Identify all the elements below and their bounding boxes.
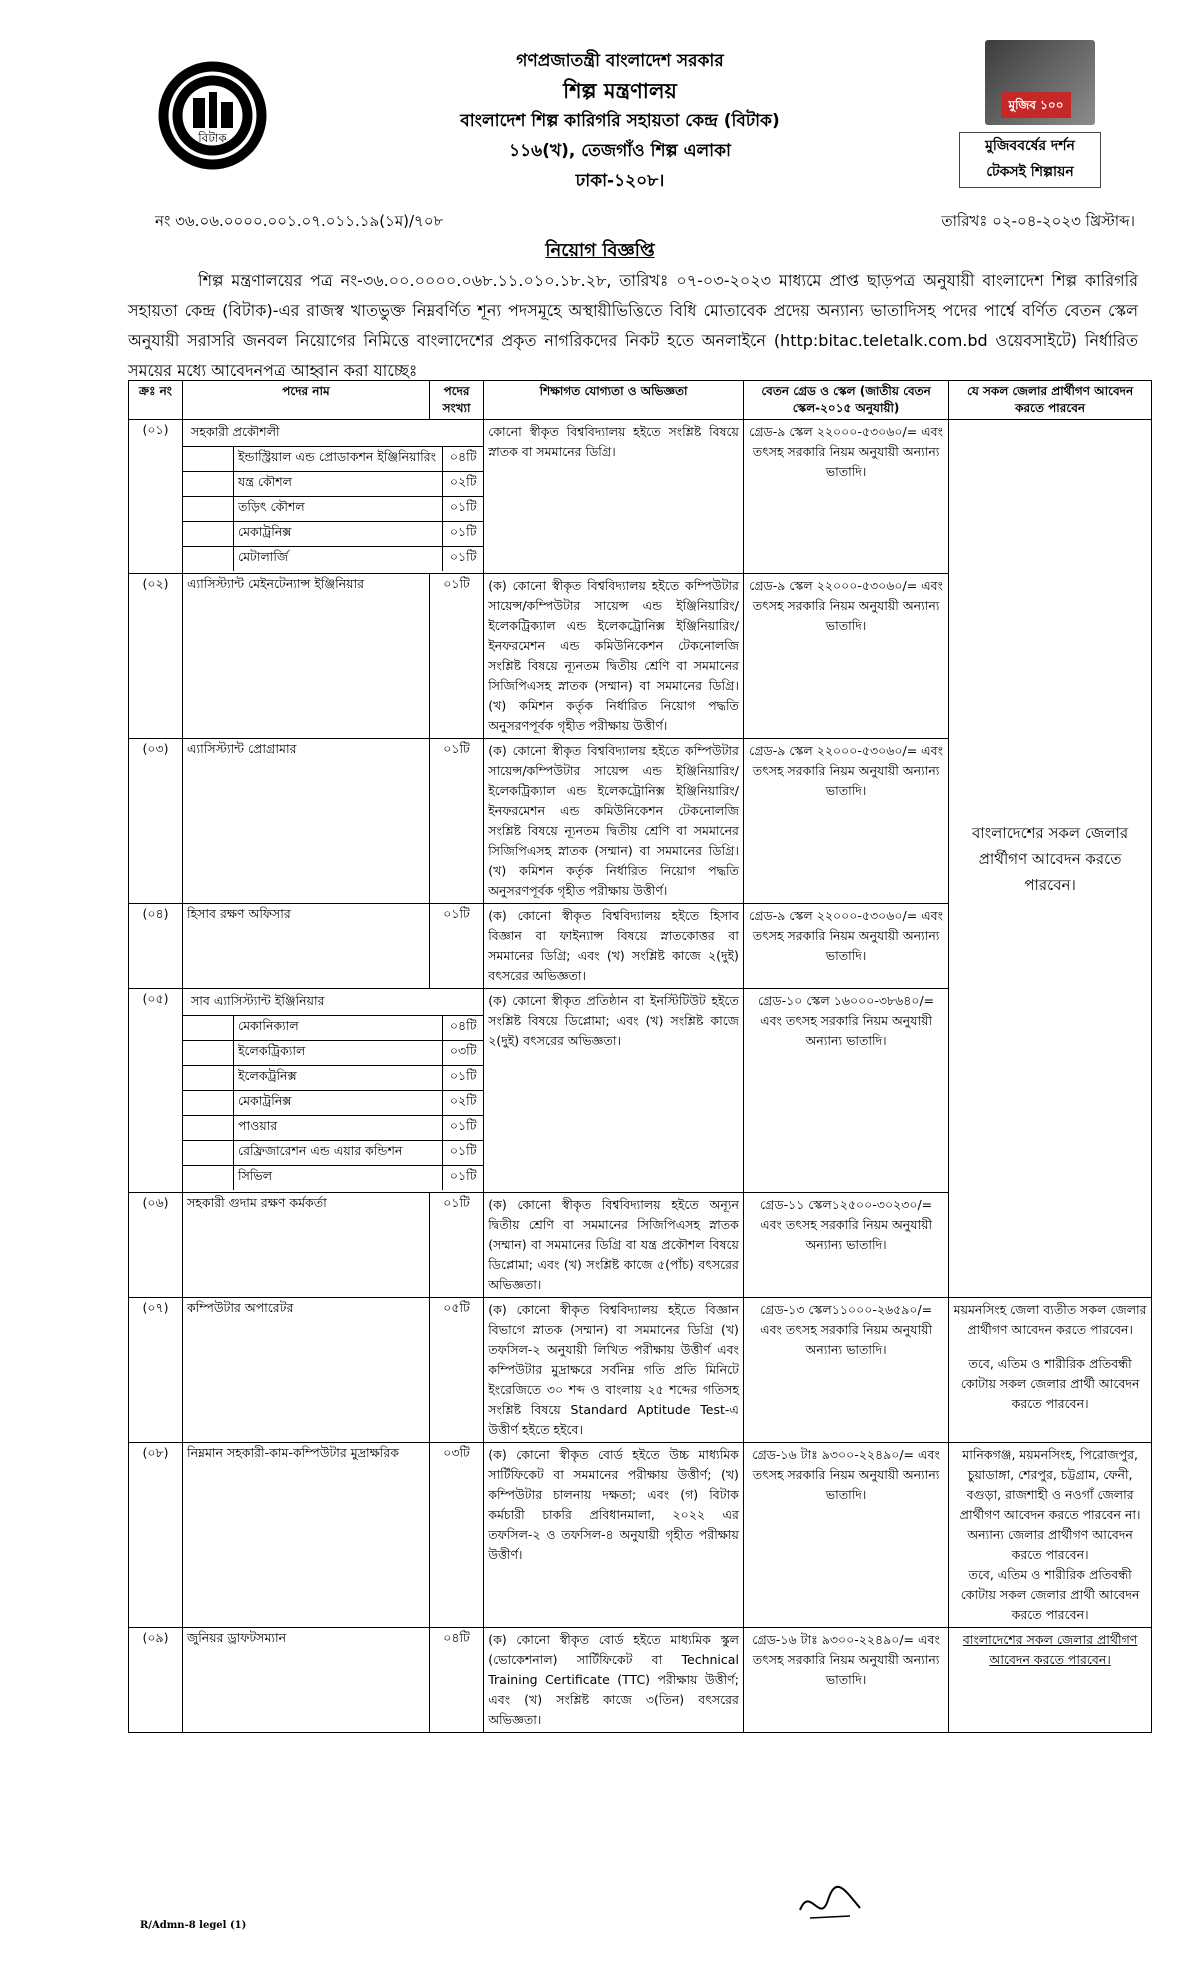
post-title: সাব এ্যাসিস্ট্যান্ট ইঞ্জিনিয়ার [191, 993, 325, 1008]
row-serial: (০২) [129, 574, 183, 739]
row-pay-scale: গ্রেড-৯ স্কেল ২২০০০-৫৩০৬০/= এবং তৎসহ সরকারি নিয়ম অনুযায়ী অন্যান্য ভাতাদি। [743, 574, 948, 739]
table-row [129, 420, 1152, 574]
sub-post: পাওয়ার ০১টি [183, 1115, 483, 1140]
document-header [0, 40, 1200, 190]
row-post-count: ০৪টি [429, 1628, 483, 1733]
city-line: ঢাকা-১২০৮। [575, 171, 665, 191]
sub-post: ইলেকট্রিক্যাল ০৩টি [183, 1040, 483, 1065]
districts-quota-text: তবে, এতিম ও শারীরিক প্রতিবন্ধী কোটায় সকল জেলার প্রার্থী আবেদন করতে পারবেন। [960, 1356, 1140, 1411]
table-header-row [129, 381, 1152, 420]
vacancy-table [128, 380, 1152, 1733]
sub-post: সিভিল ০১টি [183, 1165, 483, 1190]
row-post-count: ০৩টি [429, 1443, 483, 1628]
row-qualification: (ক) কোনো স্বীকৃত বিশ্ববিদ্যালয় হইতে হিসাব বিজ্ঞান বা ফাইন্যান্স বিষয়ে স্নাতকোত্তর বা সমমানের ডিগ্রি; এবং (খ) সংশ্লিষ্ট কাজে ২(দুই) বৎসরের অভিজ্ঞতা। [484, 904, 744, 989]
table-row [129, 1298, 1152, 1443]
districts-text: বাংলাদেশের সকল জেলার প্রার্থীগণ আবেদন করতে পারবেন। [962, 1632, 1138, 1667]
header-pay-scale: বেতন গ্রেড ও স্কেল (জাতীয় বেতন স্কেল-২০১৫ অনুযায়ী) [743, 381, 948, 420]
row-post-name: জুনিয়র ড্রাফটসম্যান [183, 1628, 430, 1733]
sub-post: ইন্ডাস্ট্রিয়াল এন্ড প্রোডাকশন ইঞ্জিনিয়ারিং ০৪টি [183, 446, 483, 471]
bitac-logo-text: বিটাক [198, 131, 227, 145]
row-qualification: (ক) কোনো স্বীকৃত প্রতিষ্ঠান বা ইনস্টিটিউট হইতে সংশ্লিষ্ট বিষয়ে ডিপ্লোমা; এবং (খ) সংশ্লিষ্ট কাজে ২(দুই) বৎসরের অভিজ্ঞতা। [484, 989, 744, 1193]
notice-title: নিয়োগ বিজ্ঞপ্তি [545, 240, 655, 261]
districts-text: মানিকগঞ্জ, ময়মনসিংহ, পিরোজপুর, চুয়াডাঙ্গা, শেরপুর, চট্টগ্রাম, ফেনী, বগুড়া, রাজশাহী ও নওগাঁ জেলার প্রার্থীগণ আবেদন করতে পারবেন না। অন্যান্য জেলার প্রার্থীগণ আবেদন করতে পারবেন। [959, 1447, 1141, 1562]
sub-post: তড়িৎ কৌশল ০১টি [183, 496, 483, 521]
row-post-name: হিসাব রক্ষণ অফিসার [183, 904, 430, 989]
row-districts-merged [949, 420, 1152, 1298]
row-post-name: এ্যাসিস্ট্যান্ট মেইনটেন্যান্স ইঞ্জিনিয়ার [183, 574, 430, 739]
row-serial: (০৮) [129, 1443, 183, 1628]
row-qualification: (ক) কোনো স্বীকৃত বোর্ড হইতে উচ্চ মাধ্যমিক সার্টিফিকেট বা সমমানের পরীক্ষায় উত্তীর্ণ; (খ) কম্পিউটার চালনায় দক্ষতা; এবং (গ) বিটাক কর্মচারী চাকরি প্রবিধানমালা, ২০২২ এর তফসিল-২ ও তফসিল-৪ অনুযায়ী গৃহীত পরীক্ষায় উত্তীর্ণ। [484, 1443, 744, 1628]
row-pay-scale: গ্রেড-৯ স্কেল ২২০০০-৫৩০৬০/= এবং তৎসহ সরকারি নিয়ম অনুযায়ী অন্যান্য ভাতাদি। [743, 904, 948, 989]
intro-paragraph: শিল্প মন্ত্রণালয়ের পত্র নং-৩৬.০০.০০০০.০৬৮.১১.০১০.১৮.২৮, তারিখঃ ০৭-০৩-২০২৩ মাধ্যমে প্রাপ্ত ছাড়পত্র অনুযায়ী বাংলাদেশ শিল্প কারিগরি সহায়তা কেন্দ্র (বিটাক)-এর রাজস্ব খাতভুক্ত নিম্নবর্ণিত শূন্য পদসমূহে অস্থায়ীভিত্তিতে বিধি মোতাবেক প্রদেয় অন্যান্য ভাতাদিসহ পদের পার্শ্বে বর্ণিত বেতন স্কেল অনুযায়ী সরাসরি জনবল নিয়োগের নিমিত্তে বাংলাদেশের প্রকৃত নাগরিকদের নিকট হতে অনলাইনে (http:bitac.teletalk.com.bd ওয়েবসাইটে) নির্ধারিত সময়ের মধ্যে আবেদনপত্র আহ্বান করা যাচ্ছেঃ [128, 271, 1138, 380]
row-districts [949, 1298, 1152, 1443]
header-qualification: শিক্ষাগত যোগ্যতা ও অভিজ্ঞতা [484, 381, 744, 420]
row-qualification: (ক) কোনো স্বীকৃত বিশ্ববিদ্যালয় হইতে অন্যূন দ্বিতীয় শ্রেণি বা সমমানের সিজিপিএসহ স্নাতক (সম্মান) বা সমমানের ডিগ্রি বা যন্ত্র প্রকৌশল বিষয়ে ডিপ্লোমা; এবং (খ) সংশ্লিষ্ট কাজে ৫(পাঁচ) বৎসরের অভিজ্ঞতা। [484, 1193, 744, 1298]
row-pay-scale: গ্রেড-১৬ টাঃ ৯৩০০-২২৪৯০/= এবং তৎসহ সরকারি নিয়ম অনুযায়ী অন্যান্য ভাতাদি। [743, 1443, 948, 1628]
row-pay-scale: গ্রেড-১৬ টাঃ ৯৩০০-২২৪৯০/= এবং তৎসহ সরকারি নিয়ম অনুযায়ী অন্যান্য ভাতাদি। [743, 1628, 948, 1733]
row-post-count: ০৫টি [429, 1298, 483, 1443]
sub-post: যন্ত্র কৌশল ০২টি [183, 471, 483, 496]
row-qualification: (ক) কোনো স্বীকৃত বিশ্ববিদ্যালয় হইতে কম্পিউটার সায়েন্স/কম্পিউটার সায়েন্স এন্ড ইঞ্জিনিয়ারিং/ইলেকট্রিক্যাল এন্ড ইলেকট্রোনিক্স ইঞ্জিনিয়ারিং/ইনফরমেশন এন্ড কমিউনিকেশন টেকনোলজি সংশ্লিষ্ট বিষয়ে ন্যূনতম দ্বিতীয় শ্রেণি বা সমমানের সিজিপিএসহ স্নাতক (সম্মান) বা সমমানের ডিগ্রি। (খ) কমিশন কর্তৃক নির্ধারিত নিয়োগ পদ্ধতি অনুসরণপূর্বক গৃহীত পরীক্ষায় উত্তীর্ণ। [484, 574, 744, 739]
row-pay-scale: গ্রেড-৯ স্কেল ২২০০০-৫৩০৬০/= এবং তৎসহ সরকারি নিয়ম অনুযায়ী অন্যান্য ভাতাদি। [743, 420, 948, 574]
address-line: ১১৬(খ), তেজগাঁও শিল্প এলাকা [509, 141, 731, 161]
row-serial: (০৪) [129, 904, 183, 989]
row-post-count: ০১টি [429, 739, 483, 904]
caption-line-2: টেকসই শিল্পায়ন [986, 164, 1074, 180]
row-post-name: নিম্নমান সহকারী-কাম-কম্পিউটার মুদ্রাক্ষরিক [183, 1443, 430, 1628]
row-pay-scale: গ্রেড-১০ স্কেল ১৬০০০-৩৮৬৪০/= এবং তৎসহ সরকারি নিয়ম অনুযায়ী অন্যান্য ভাতাদি। [743, 989, 948, 1193]
bitac-logo-icon [155, 58, 270, 173]
row-serial: (০৩) [129, 739, 183, 904]
government-line: গণপ্রজাতন্ত্রী বাংলাদেশ সরকার [516, 51, 724, 71]
row-pay-scale: গ্রেড-৯ স্কেল ২২০০০-৫৩০৬০/= এবং তৎসহ সরকারি নিয়ম অনুযায়ী অন্যান্য ভাতাদি। [743, 739, 948, 904]
row-serial: (০১) [129, 420, 183, 574]
districts-quota-text: তবে, এতিম ও শারীরিক প্রতিবন্ধী কোটায় সকল জেলার প্রার্থী আবেদন করতে পারবেন। [960, 1567, 1140, 1622]
row-districts [949, 1628, 1152, 1733]
row-post-name: এ্যাসিস্ট্যান্ট প্রোগ্রামার [183, 739, 430, 904]
row-serial: (০৯) [129, 1628, 183, 1733]
header-post-count: পদের সংখ্যা [429, 381, 483, 420]
mujib-100-badge: মুজিব ১০০ [1001, 92, 1071, 118]
table-row [129, 1628, 1152, 1733]
row-serial: (০৬) [129, 1193, 183, 1298]
row-serial: (০৭) [129, 1298, 183, 1443]
footer-code: R/Admn-8 legel (1) [140, 1920, 247, 1931]
mujib-caption-box [959, 132, 1101, 188]
header-post-name: পদের নাম [183, 381, 430, 420]
sub-post: মেকানিক্যাল ০৪টি [183, 1015, 483, 1040]
sub-post: মেটালার্জি ০১টি [183, 546, 483, 571]
memo-date: তারিখঃ ০২-০৪-২০২৩ খ্রিস্টাব্দ। [941, 212, 1135, 230]
sub-post: মেকাট্রনিক্স ০১টি [183, 521, 483, 546]
row-pay-scale: গ্রেড-১১ স্কেল১২৫০০-৩০২৩০/= এবং তৎসহ সরকারি নিয়ম অনুযায়ী অন্যান্য ভাতাদি। [743, 1193, 948, 1298]
row-post-count: ০১টি [429, 1193, 483, 1298]
row-serial: (০৫) [129, 989, 183, 1193]
row-post-name [183, 420, 484, 574]
districts-text: ময়মনসিংহ জেলা ব্যতীত সকল জেলার প্রার্থীগণ আবেদন করতে পারবেন। [953, 1302, 1147, 1337]
header-serial: ক্রঃ নং [129, 381, 183, 420]
mujib-borsho-logo [955, 40, 1105, 190]
signature-icon [790, 1880, 870, 1930]
districts-all-text: বাংলাদেশের সকল জেলার প্রার্থীগণ আবেদন করতে পারবেন। [972, 823, 1129, 894]
organization-line: বাংলাদেশ শিল্প কারিগরি সহায়তা কেন্দ্র (বিটাক) [460, 111, 780, 131]
caption-line-1: মুজিববর্ষের দর্শন [985, 138, 1075, 154]
row-pay-scale: গ্রেড-১৩ স্কেল১১০০০-২৬৫৯০/= এবং তৎসহ সরকারি নিয়ম অনুযায়ী অন্যান্য ভাতাদি। [743, 1298, 948, 1443]
row-qualification: (ক) কোনো স্বীকৃত বিশ্ববিদ্যালয় হইতে বিজ্ঞান বিভাগে স্নাতক (সম্মান) বা সমমানের ডিগ্রি (খ) তফসিল-২ অনুযায়ী লিখিত পরীক্ষায় উত্তীর্ণ এবং কম্পিউটার মুদ্রাক্ষরে সর্বনিম্ন গতি প্রতি মিনিটে ইংরেজিতে ৩০ শব্দ ও বাংলায় ২৫ শব্দের গতিসহ সংশ্লিষ্ট বিষয়ে Standard Aptitude Test-এ উত্তীর্ণ হইতে হইবে। [484, 1298, 744, 1443]
row-qualification: কোনো স্বীকৃত বিশ্ববিদ্যালয় হইতে সংশ্লিষ্ট বিষয়ে স্নাতক বা সমমানের ডিগ্রি। [484, 420, 744, 574]
row-post-name: সহকারী গুদাম রক্ষণ কর্মকর্তা [183, 1193, 430, 1298]
row-districts [949, 1443, 1152, 1628]
government-title-block [380, 46, 860, 196]
row-qualification: (ক) কোনো স্বীকৃত বিশ্ববিদ্যালয় হইতে কম্পিউটার সায়েন্স/কম্পিউটার সায়েন্স এন্ড ইঞ্জিনিয়ারিং/ইলেকট্রিক্যাল এন্ড ইলেকট্রোনিক্স ইঞ্জিনিয়ারিং/ইনফরমেশন এন্ড কমিউনিকেশন টেকনোলজি সংশ্লিষ্ট বিষয়ে ন্যূনতম দ্বিতীয় শ্রেণি বা সমমানের সিজিপিএসহ স্নাতক (সম্মান) বা সমমানের ডিগ্রি। (খ) কমিশন কর্তৃক নির্ধারিত নিয়োগ পদ্ধতি অনুসরণপূর্বক গৃহীত পরীক্ষায় উত্তীর্ণ। [484, 739, 744, 904]
sub-post: মেকাট্রনিক্স ০২টি [183, 1090, 483, 1115]
row-post-count: ০১টি [429, 904, 483, 989]
sub-post: রেফ্রিজারেশন এন্ড এয়ার কন্ডিশন ০১টি [183, 1140, 483, 1165]
row-post-name [183, 989, 484, 1193]
table-row [129, 1443, 1152, 1628]
memo-number: নং ৩৬.০৬.০০০০.০০১.০৭.০১১.১৯(১ম)/৭০৮ [155, 212, 444, 230]
row-post-count: ০১টি [429, 574, 483, 739]
row-post-name: কম্পিউটার অপারেটর [183, 1298, 430, 1443]
ministry-line: শিল্প মন্ত্রণালয় [563, 79, 677, 103]
row-qualification: (ক) কোনো স্বীকৃত বোর্ড হইতে মাধ্যমিক স্কুল (ভোকেশনাল) সার্টিফিকেট বা Technical Training Certificate (TTC) পরীক্ষায় উত্তীর্ণ; এবং (খ) সংশ্লিষ্ট কাজে ৩(তিন) বৎসরের অভিজ্ঞতা। [484, 1628, 744, 1733]
post-title: সহকারী প্রকৌশলী [191, 424, 280, 439]
header-districts: যে সকল জেলার প্রার্থীগণ আবেদন করতে পারবেন [949, 381, 1152, 420]
sub-post: ইলেকট্রনিক্স ০১টি [183, 1065, 483, 1090]
